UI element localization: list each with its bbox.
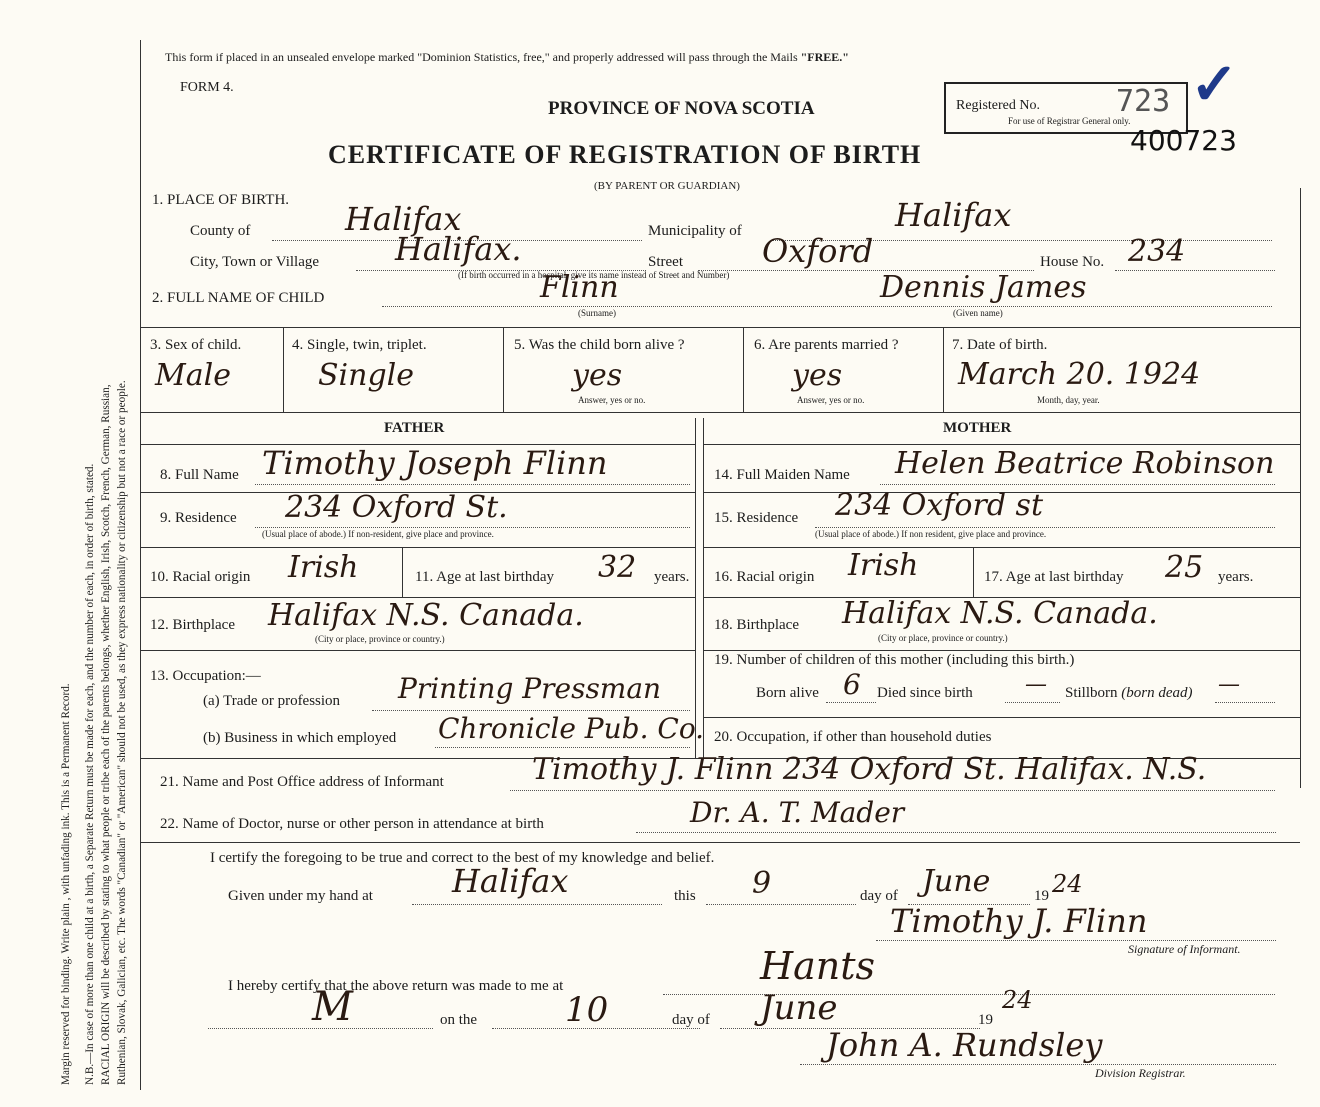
father-business-label: (b) Business in which employed xyxy=(203,730,397,746)
certification-year-prefix: 19 xyxy=(1034,888,1049,904)
county-value: Halifax xyxy=(345,200,462,238)
form-left-border xyxy=(140,40,141,1090)
certificate-subtitle: (BY PARENT OR GUARDIAN) xyxy=(594,180,740,192)
registrar-day-value: 10 xyxy=(565,990,609,1030)
child-surname-value: Flinn xyxy=(540,270,619,305)
registrar-signature-label: Division Registrar. xyxy=(1095,1066,1186,1080)
city-value: Halifax. xyxy=(395,230,522,268)
stillborn-label: Stillborn (born dead) xyxy=(1065,685,1193,701)
place-of-birth-label: 1. PLACE OF BIRTH. xyxy=(152,192,290,208)
born-alive-label: 5. Was the child born alive ? xyxy=(514,337,685,353)
sex-value: Male xyxy=(155,358,231,393)
mother-name-value: Helen Beatrice Robinson xyxy=(895,446,1275,481)
father-birthplace-value: Halifax N.S. Canada. xyxy=(268,598,584,633)
father-birthplace-note: (City or place, province or country.) xyxy=(315,634,445,644)
mother-residence-label: 15. Residence xyxy=(714,510,799,526)
parents-married-label: 6. Are parents married ? xyxy=(754,337,899,353)
parents-married-value: yes xyxy=(792,358,843,393)
doctor-value: Dr. A. T. Mader xyxy=(690,796,905,829)
stamp-number: 400723 xyxy=(1130,124,1237,157)
died-since-birth-value: — xyxy=(1025,672,1047,697)
mother-children-label: 19. Number of children of this mother (including this birth.) xyxy=(714,652,1075,668)
registrar-month-value: June xyxy=(760,988,838,1028)
certificate-title: CERTIFICATE OF REGISTRATION OF BIRTH xyxy=(328,140,922,169)
certification-month-value: June xyxy=(922,864,991,899)
father-name-value: Timothy Joseph Flinn xyxy=(262,444,608,482)
father-heading: FATHER xyxy=(384,420,445,436)
father-racial-origin-label: 10. Racial origin xyxy=(150,569,251,585)
mother-racial-origin-value: Irish xyxy=(848,548,919,583)
margin-note-binding: Margin reserved for binding. Write plain , with unfading ink. This is a Permanent Record. xyxy=(60,683,72,1085)
registrar-place-value: Hants xyxy=(760,944,876,988)
this-label: this xyxy=(674,888,696,904)
certification-day-label: day of xyxy=(860,888,898,904)
father-age-unit: years. xyxy=(654,569,690,585)
plurality-label: 4. Single, twin, triplet. xyxy=(292,337,427,353)
street-value: Oxford xyxy=(762,232,874,270)
stillborn-value: — xyxy=(1218,672,1240,697)
registered-label: Registered No. xyxy=(956,98,1040,113)
margin-note-racial-origin-cont: Ruthenian, Slovak, Galician, etc. The words "Canadian" or "American" should not be used, as they express nationality or citizenship but not a race or people. xyxy=(116,380,128,1085)
registrar-extra-value: M xyxy=(312,984,353,1030)
mother-birthplace-label: 18. Birthplace xyxy=(714,617,799,633)
child-name-label: 2. FULL NAME OF CHILD xyxy=(152,290,325,306)
given-under-hand-label: Given under my hand at xyxy=(228,888,373,904)
given-name-note: (Given name) xyxy=(953,308,1003,318)
mother-residence-note: (Usual place of abode.) If non resident, give place and province. xyxy=(815,529,1047,539)
father-business-value: Chronicle Pub. Co. xyxy=(438,712,705,745)
father-residence-label: 9. Residence xyxy=(160,510,237,526)
mother-name-label: 14. Full Maiden Name xyxy=(714,467,850,483)
city-label: City, Town or Village xyxy=(190,254,320,270)
street-label: Street xyxy=(648,254,683,270)
parents-married-note: Answer, yes or no. xyxy=(797,395,865,405)
child-given-name-value: Dennis James xyxy=(880,270,1087,305)
margin-note-racial-origin: RACIAL ORIGIN will be described by stating to what people or tribe each of the parents belongs, whether English, Irish, Scotch, French, German, Russian, xyxy=(100,384,112,1085)
father-occupation-label: 13. Occupation:— xyxy=(150,668,261,684)
surname-note: (Surname) xyxy=(578,308,616,318)
born-alive-value: yes xyxy=(572,358,623,393)
registrar-day-label: day of xyxy=(672,1012,710,1028)
father-age-label: 11. Age at last birthday xyxy=(415,569,554,585)
father-birthplace-label: 12. Birthplace xyxy=(150,617,235,633)
mother-birthplace-value: Halifax N.S. Canada. xyxy=(842,596,1158,631)
born-alive-count-value: 6 xyxy=(843,668,861,701)
registrar-year-value: 24 xyxy=(1002,986,1033,1014)
father-trade-label: (a) Trade or profession xyxy=(203,693,341,709)
mother-residence-value: 234 Oxford st xyxy=(835,488,1044,523)
province-heading: PROVINCE OF NOVA SCOTIA xyxy=(548,98,815,119)
mother-age-label: 17. Age at last birthday xyxy=(984,569,1124,585)
registered-note: For use of Registrar General only. xyxy=(1008,116,1131,126)
mother-occupation-label: 20. Occupation, if other than household duties xyxy=(714,729,992,745)
registrar-signature: John A. Rundsley xyxy=(826,1026,1103,1064)
certification-year-value: 24 xyxy=(1052,870,1083,898)
registered-value: 723 xyxy=(1116,84,1171,119)
father-name-label: 8. Full Name xyxy=(160,467,239,483)
date-of-birth-note: Month, day, year. xyxy=(1037,395,1100,405)
registrar-year-prefix: 19 xyxy=(978,1012,993,1028)
house-number-label: House No. xyxy=(1040,254,1105,270)
mother-age-unit: years. xyxy=(1218,569,1254,585)
margin-note-multiple-births: N.B.—In case of more than one child at a birth, a Separate Return must be made for each, and the number of each, in order of birth, stated. xyxy=(84,463,96,1085)
father-trade-value: Printing Pressman xyxy=(398,672,662,705)
certification-statement: I certify the foregoing to be true and correct to the best of my knowledge and belief. xyxy=(210,850,715,866)
form-number: FORM 4. xyxy=(180,80,234,95)
form-right-border xyxy=(1300,188,1301,788)
mail-notice: This form if placed in an unsealed envelope marked "Dominion Statistics, free," and properly addressed will pass through the Mails "FREE." xyxy=(165,50,849,64)
father-residence-value: 234 Oxford St. xyxy=(285,490,508,525)
doctor-label: 22. Name of Doctor, nurse or other person in attendance at birth xyxy=(160,816,544,832)
date-of-birth-label: 7. Date of birth. xyxy=(952,337,1048,353)
informant-label: 21. Name and Post Office address of Informant xyxy=(160,774,444,790)
house-number-value: 234 xyxy=(1128,234,1186,269)
mother-birthplace-note: (City or place, province or country.) xyxy=(878,633,1008,643)
registrar-on-label: on the xyxy=(440,1012,478,1028)
street-note: (If birth occurred in a hospital, give its name instead of Street and Number) xyxy=(458,270,730,280)
given-place-value: Halifax xyxy=(452,862,569,900)
sex-label: 3. Sex of child. xyxy=(150,337,242,353)
informant-signature: Timothy J. Flinn xyxy=(890,902,1148,940)
municipality-label: Municipality of xyxy=(648,223,742,239)
father-age-value: 32 xyxy=(598,550,637,585)
county-label: County of xyxy=(190,223,251,239)
informant-signature-label: Signature of Informant. xyxy=(1128,942,1241,956)
mother-heading: MOTHER xyxy=(943,420,1012,436)
father-racial-origin-value: Irish xyxy=(288,550,359,585)
registrar-statement: I hereby certify that the above return was made to me at xyxy=(228,978,564,994)
date-of-birth-value: March 20. 1924 xyxy=(958,357,1201,392)
plurality-value: Single xyxy=(318,358,415,393)
municipality-value: Halifax xyxy=(895,196,1012,234)
mother-racial-origin-label: 16. Racial origin xyxy=(714,569,815,585)
informant-value: Timothy J. Flinn 234 Oxford St. Halifax. N.S. xyxy=(532,752,1207,787)
certification-day-value: 9 xyxy=(752,866,772,901)
check-mark-icon: ✓ xyxy=(1190,52,1239,117)
father-residence-note: (Usual place of abode.) If non-resident, give place and province. xyxy=(262,529,494,539)
died-since-birth-label: Died since birth xyxy=(877,685,973,701)
born-alive-note: Answer, yes or no. xyxy=(578,395,646,405)
mother-age-value: 25 xyxy=(1165,550,1204,585)
born-alive-count-label: Born alive xyxy=(756,685,819,701)
